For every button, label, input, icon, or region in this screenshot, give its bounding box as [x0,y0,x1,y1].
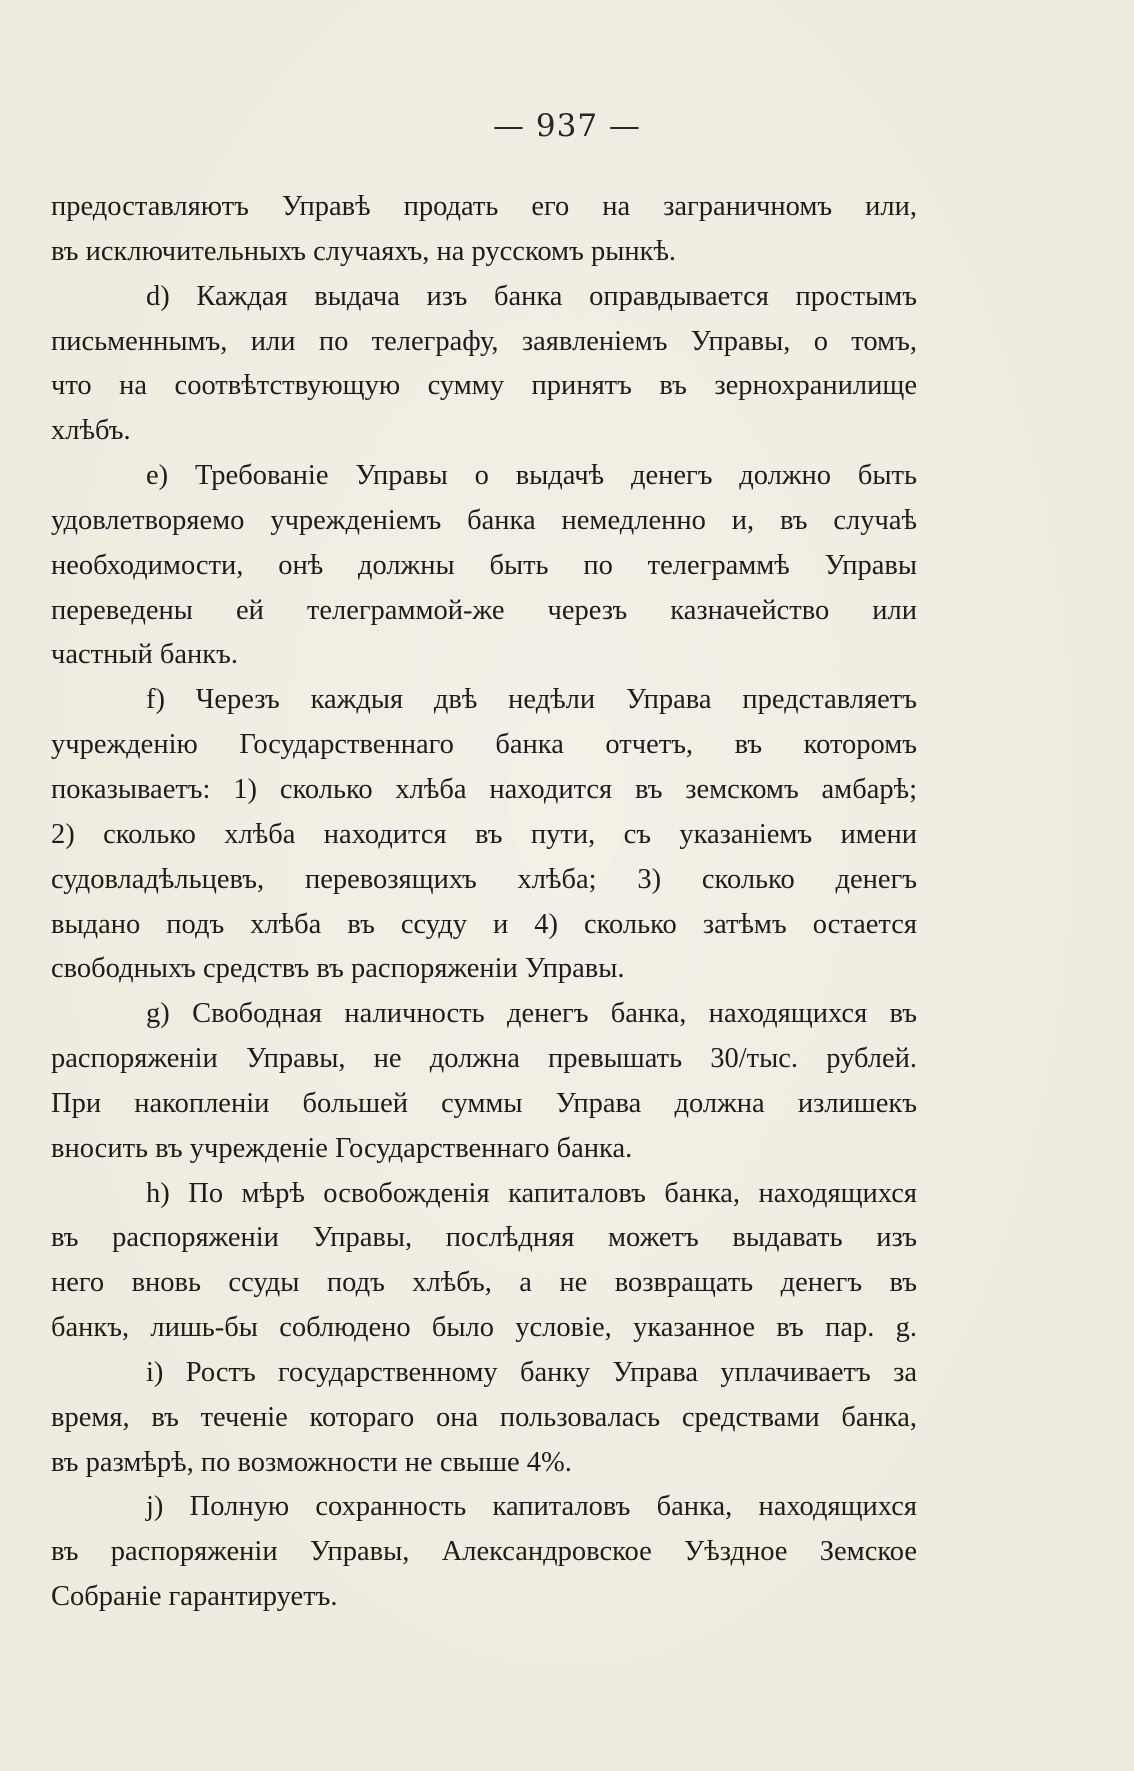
text-line: f) Черезъ каждыя двѣ недѣли Управа представляетъ [146,684,917,716]
text-line: переведены ей телеграммой-же черезъ казначейство или [51,594,917,626]
text-line: Собраніе гарантируетъ. [51,1581,338,1613]
text-line: вносить въ учрежденіе Государственнаго банка. [51,1132,633,1164]
text-line: въ распоряженіи Управы, послѣдняя можетъ выдавать изъ [51,1222,917,1254]
text-line: судовладѣльцевъ, перевозящихъ хлѣба; 3) сколько денегъ [51,863,917,895]
text-line: показываетъ: 1) сколько хлѣба находится въ земскомъ амбарѣ; [51,773,917,805]
text-line: предоставляютъ Управѣ продать его на заграничномъ или, [51,191,917,222]
page-number: — 937 — [493,108,641,144]
text-line: 2) сколько хлѣба находится въ пути, съ указаніемъ имени [51,818,917,850]
text-line: g) Свободная наличность денегъ банка, находящихся въ [146,998,917,1030]
text-line: j) Полную сохранность капиталовъ банка, находящихся [146,1491,917,1523]
text-line: распоряженіи Управы, не должна превышать 30/тыс. рублей. [51,1043,917,1075]
text-line: i) Ростъ государственному банку Управа уплачиваетъ за [146,1356,917,1388]
text-line: d) Каждая выдача изъ банка оправдывается простымъ [146,280,917,312]
text-line: хлѣбъ. [51,415,131,447]
text-line: e) Требованіе Управы о выдачѣ денегъ должно быть [146,460,917,492]
text-line: необходимости, онѣ должны быть по телеграммѣ Управы [51,549,917,581]
text-line: въ исключительныхъ случаяхъ, на русскомъ рынкѣ. [51,235,677,267]
body-text [51,185,917,1620]
text-line: него вновь ссуды подъ хлѣбъ, а не возвращать денегъ въ [51,1267,917,1299]
text-line: письменнымъ, или по телеграфу, заявленіемъ Управы, о томъ, [51,325,917,357]
text-line: въ размѣрѣ, по возможности не свыше 4%. [51,1446,572,1478]
text-line: свободныхъ средствъ въ распоряженіи Управы. [51,953,625,985]
text-line: время, въ теченіе котораго она пользовалась средствами банка, [51,1401,917,1433]
text-line: частный банкъ. [51,639,238,671]
text-line: учрежденію Государственнаго банка отчетъ, въ которомъ [51,729,917,761]
text-line: удовлетворяемо учрежденіемъ банка немедленно и, въ случаѣ [51,504,917,536]
text-line: въ распоряженіи Управы, Александровское Уѣздное Земское [51,1536,917,1568]
text-line: что на соотвѣтствующую сумму принятъ въ зернохранилище [51,370,917,402]
text-line: h) По мѣрѣ освобожденія капиталовъ банка, находящихся [146,1177,917,1209]
text-line: При накопленіи большей суммы Управа должна излишекъ [51,1087,917,1119]
text-line: выдано подъ хлѣба въ ссуду и 4) сколько затѣмъ остается [51,908,917,940]
text-line: банкъ, лишь-бы соблюдено было условіе, указанное въ пар. g. [51,1312,917,1344]
